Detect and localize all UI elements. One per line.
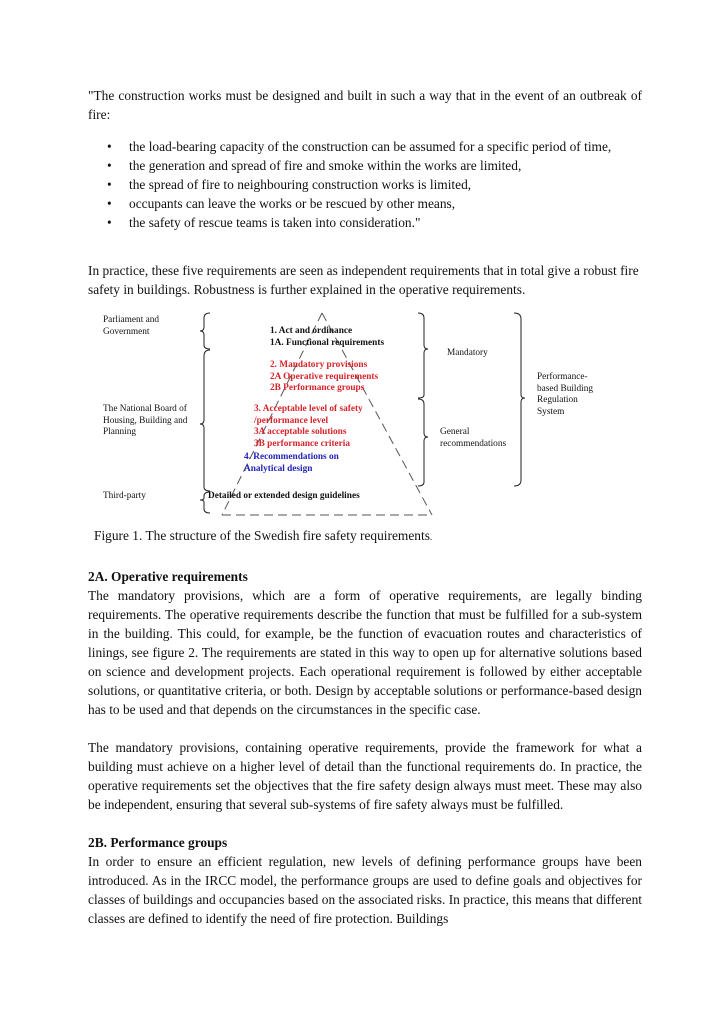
list-item: • occupants can leave the works or be rescued by other means, bbox=[88, 194, 642, 213]
section-2a-paragraph-2: The mandatory provisions, containing operative requirements, provide the framework for what a building must achieve on a higher level of detail than the functional requirements do. In practice, the operative requirements set the objectives that the fire safety design always must meet. These may also be independent, ensuring that several sub-systems of fire safety always must be fulfilled. bbox=[88, 740, 642, 812]
level-4: 4. Recommendations on Analytical design bbox=[244, 452, 339, 474]
heading-2b: 2B. Performance groups bbox=[88, 835, 228, 850]
label-mandatory: Mandatory bbox=[447, 348, 488, 358]
practice-paragraph: In practice, these five requirements are seen as independent requirements that in total give a robust fire safety in buildings. Robustness is further explained in the operative requirements. bbox=[88, 263, 639, 297]
label-regulation-system: Performance- based Building Regulation System bbox=[537, 372, 594, 417]
heading-2a: 2A. Operative requirements bbox=[88, 569, 248, 584]
level-2: 2. Mandatory provisions 2A Operative requirements 2B Performance groups bbox=[270, 360, 379, 393]
section-2b-paragraph-1: In order to ensure an efficient regulation, new levels of defining performance groups have been introduced. As in the IRCC model, the performance groups are used to define goals and objectives for classes of buildings and occupancies based on the associated risks. In practice, this means that different classes are defined to identify the need of fire protection. Buildings bbox=[88, 854, 642, 926]
label-third-party: Third-party bbox=[103, 491, 146, 501]
brace-parliament bbox=[200, 313, 210, 349]
intro-paragraph: "The construction works must be designed and built in such a way that in the event of an outbreak of fire: bbox=[88, 88, 642, 122]
brace-general bbox=[418, 399, 428, 486]
label-national-board: The National Board of Housing, Building and Planning bbox=[103, 404, 188, 437]
label-parliament: Parliament and Government bbox=[103, 315, 160, 337]
label-general-recommendations: General recommendations bbox=[440, 427, 507, 449]
brace-board bbox=[200, 350, 210, 491]
level-1: 1. Act and ordinance 1A. Functional requirements bbox=[270, 326, 385, 348]
list-item: • the load-bearing capacity of the construction can be assumed for a specific period of time, bbox=[88, 137, 642, 156]
list-item: • the generation and spread of fire and smoke within the works are limited, bbox=[88, 156, 642, 175]
brace-system bbox=[514, 313, 525, 486]
level-3: 3. Acceptable level of safety /performance level 3A acceptable solutions 3B performance criteria bbox=[254, 404, 363, 449]
brace-mandatory bbox=[418, 313, 428, 398]
figure-caption: Figure 1. The structure of the Swedish fire safety requirements. bbox=[94, 528, 433, 543]
section-2a-paragraph-1: The mandatory provisions, which are a form of operative requirements, are legally binding requirements. The operative requirements describe the function that must be fulfilled for a sub-system in the building. This could, for example, be the function of evacuation routes and characteristics of linings, see figure 2. The requirements are stated in this way to open up for alternative solutions based on science and development projects. Each operational requirement is followed by either acceptable solutions, or quantitative criteria, or both. Design by acceptable solutions or performance-based design has to be used and that depends on the circumstances in the specific case. bbox=[88, 588, 642, 717]
list-item: • the spread of fire to neighbouring construction works is limited, bbox=[88, 175, 642, 194]
list-item: • the safety of rescue teams is taken into consideration." bbox=[88, 213, 642, 232]
level-5: Detailed or extended design guidelines bbox=[208, 491, 360, 501]
